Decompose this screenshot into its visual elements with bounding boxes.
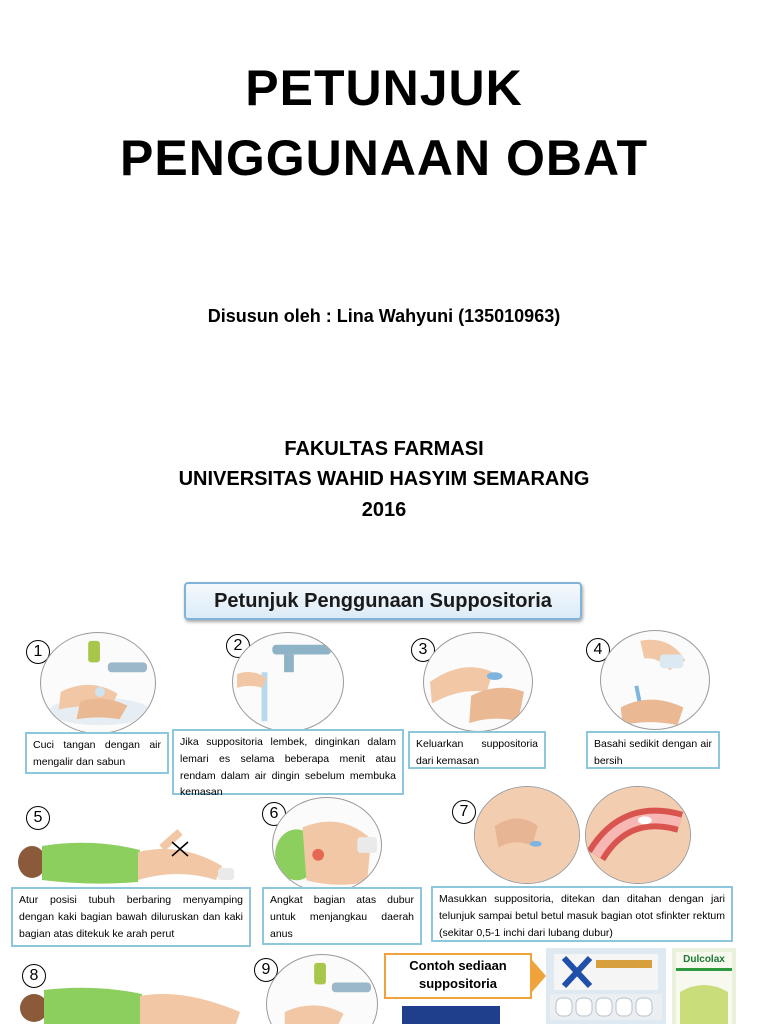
university-name: UNIVERSITAS WAHID HASYIM SEMARANG <box>178 468 590 490</box>
step-3-number: 3 <box>411 638 435 662</box>
dulcolax-box-photo <box>672 948 736 1024</box>
step-5-number: 5 <box>26 806 50 830</box>
document-year: 2016 <box>361 499 407 521</box>
faucet-illustration <box>232 632 344 732</box>
blue-package-photo <box>402 1006 500 1024</box>
arrow-right-icon <box>532 960 546 992</box>
step-9-number: 9 <box>254 958 278 982</box>
step-3-caption: Keluarkan suppositoria dari kemasan <box>408 731 546 769</box>
step-4-number: 4 <box>586 638 610 662</box>
step-6-caption: Angkat bagian atas dubur untuk menjangkau daerah anus <box>262 887 422 945</box>
step-6-number: 6 <box>262 802 286 826</box>
step-2-number: 2 <box>226 634 250 658</box>
unwrap-suppository-illustration <box>423 632 533 732</box>
step-4-caption: Basahi sedikit dengan air bersih <box>586 731 720 769</box>
final-hand-washing-illustration <box>266 954 378 1024</box>
lying-position-illustration <box>12 822 240 888</box>
document-title-line1: PETUNJUK <box>245 60 523 116</box>
lift-buttock-illustration <box>272 797 382 893</box>
step-5-caption: Atur posisi tubuh berbaring menyamping dengan kaki bagian bawah diluruskan dan kaki bagian atas ditekuk ke arah perut <box>11 887 251 947</box>
step-1-number: 1 <box>26 640 50 664</box>
suppository-package-photo <box>546 948 666 1024</box>
step-2-caption: Jika suppositoria lembek, dinginkan dalam lemari es selama beberapa menit atau rendam dalam air dingin sebelum membuka kemasan <box>172 729 404 795</box>
guide-heading: Petunjuk Penggunaan Suppositoria <box>184 582 582 620</box>
step-1-caption: Cuci tangan dengan air mengalir dan sabun <box>25 732 169 774</box>
wet-suppository-illustration <box>600 630 710 730</box>
step-7-caption: Masukkan suppositoria, ditekan dan ditahan dengan jari telunjuk sampai betul betul masuk bagian otot sfinkter rektum (sekitar 0,5-1 inchi dari lubang dubur) <box>431 886 733 942</box>
rectum-cross-section-illustration <box>585 786 691 884</box>
product-brand: Dulcolax <box>683 954 725 965</box>
step-8-number: 8 <box>22 964 46 988</box>
hand-washing-illustration <box>40 632 156 734</box>
rest-position-illustration <box>14 978 246 1024</box>
step-7-number: 7 <box>452 800 476 824</box>
example-label: Contoh sediaan suppositoria <box>384 953 532 999</box>
author-line: Disusun oleh : Lina Wahyuni (135010963) <box>207 306 561 326</box>
document-title-line2: PENGGUNAAN OBAT <box>120 130 648 186</box>
insert-suppository-illustration <box>474 786 580 884</box>
faculty-name: FAKULTAS FARMASI <box>284 438 484 460</box>
